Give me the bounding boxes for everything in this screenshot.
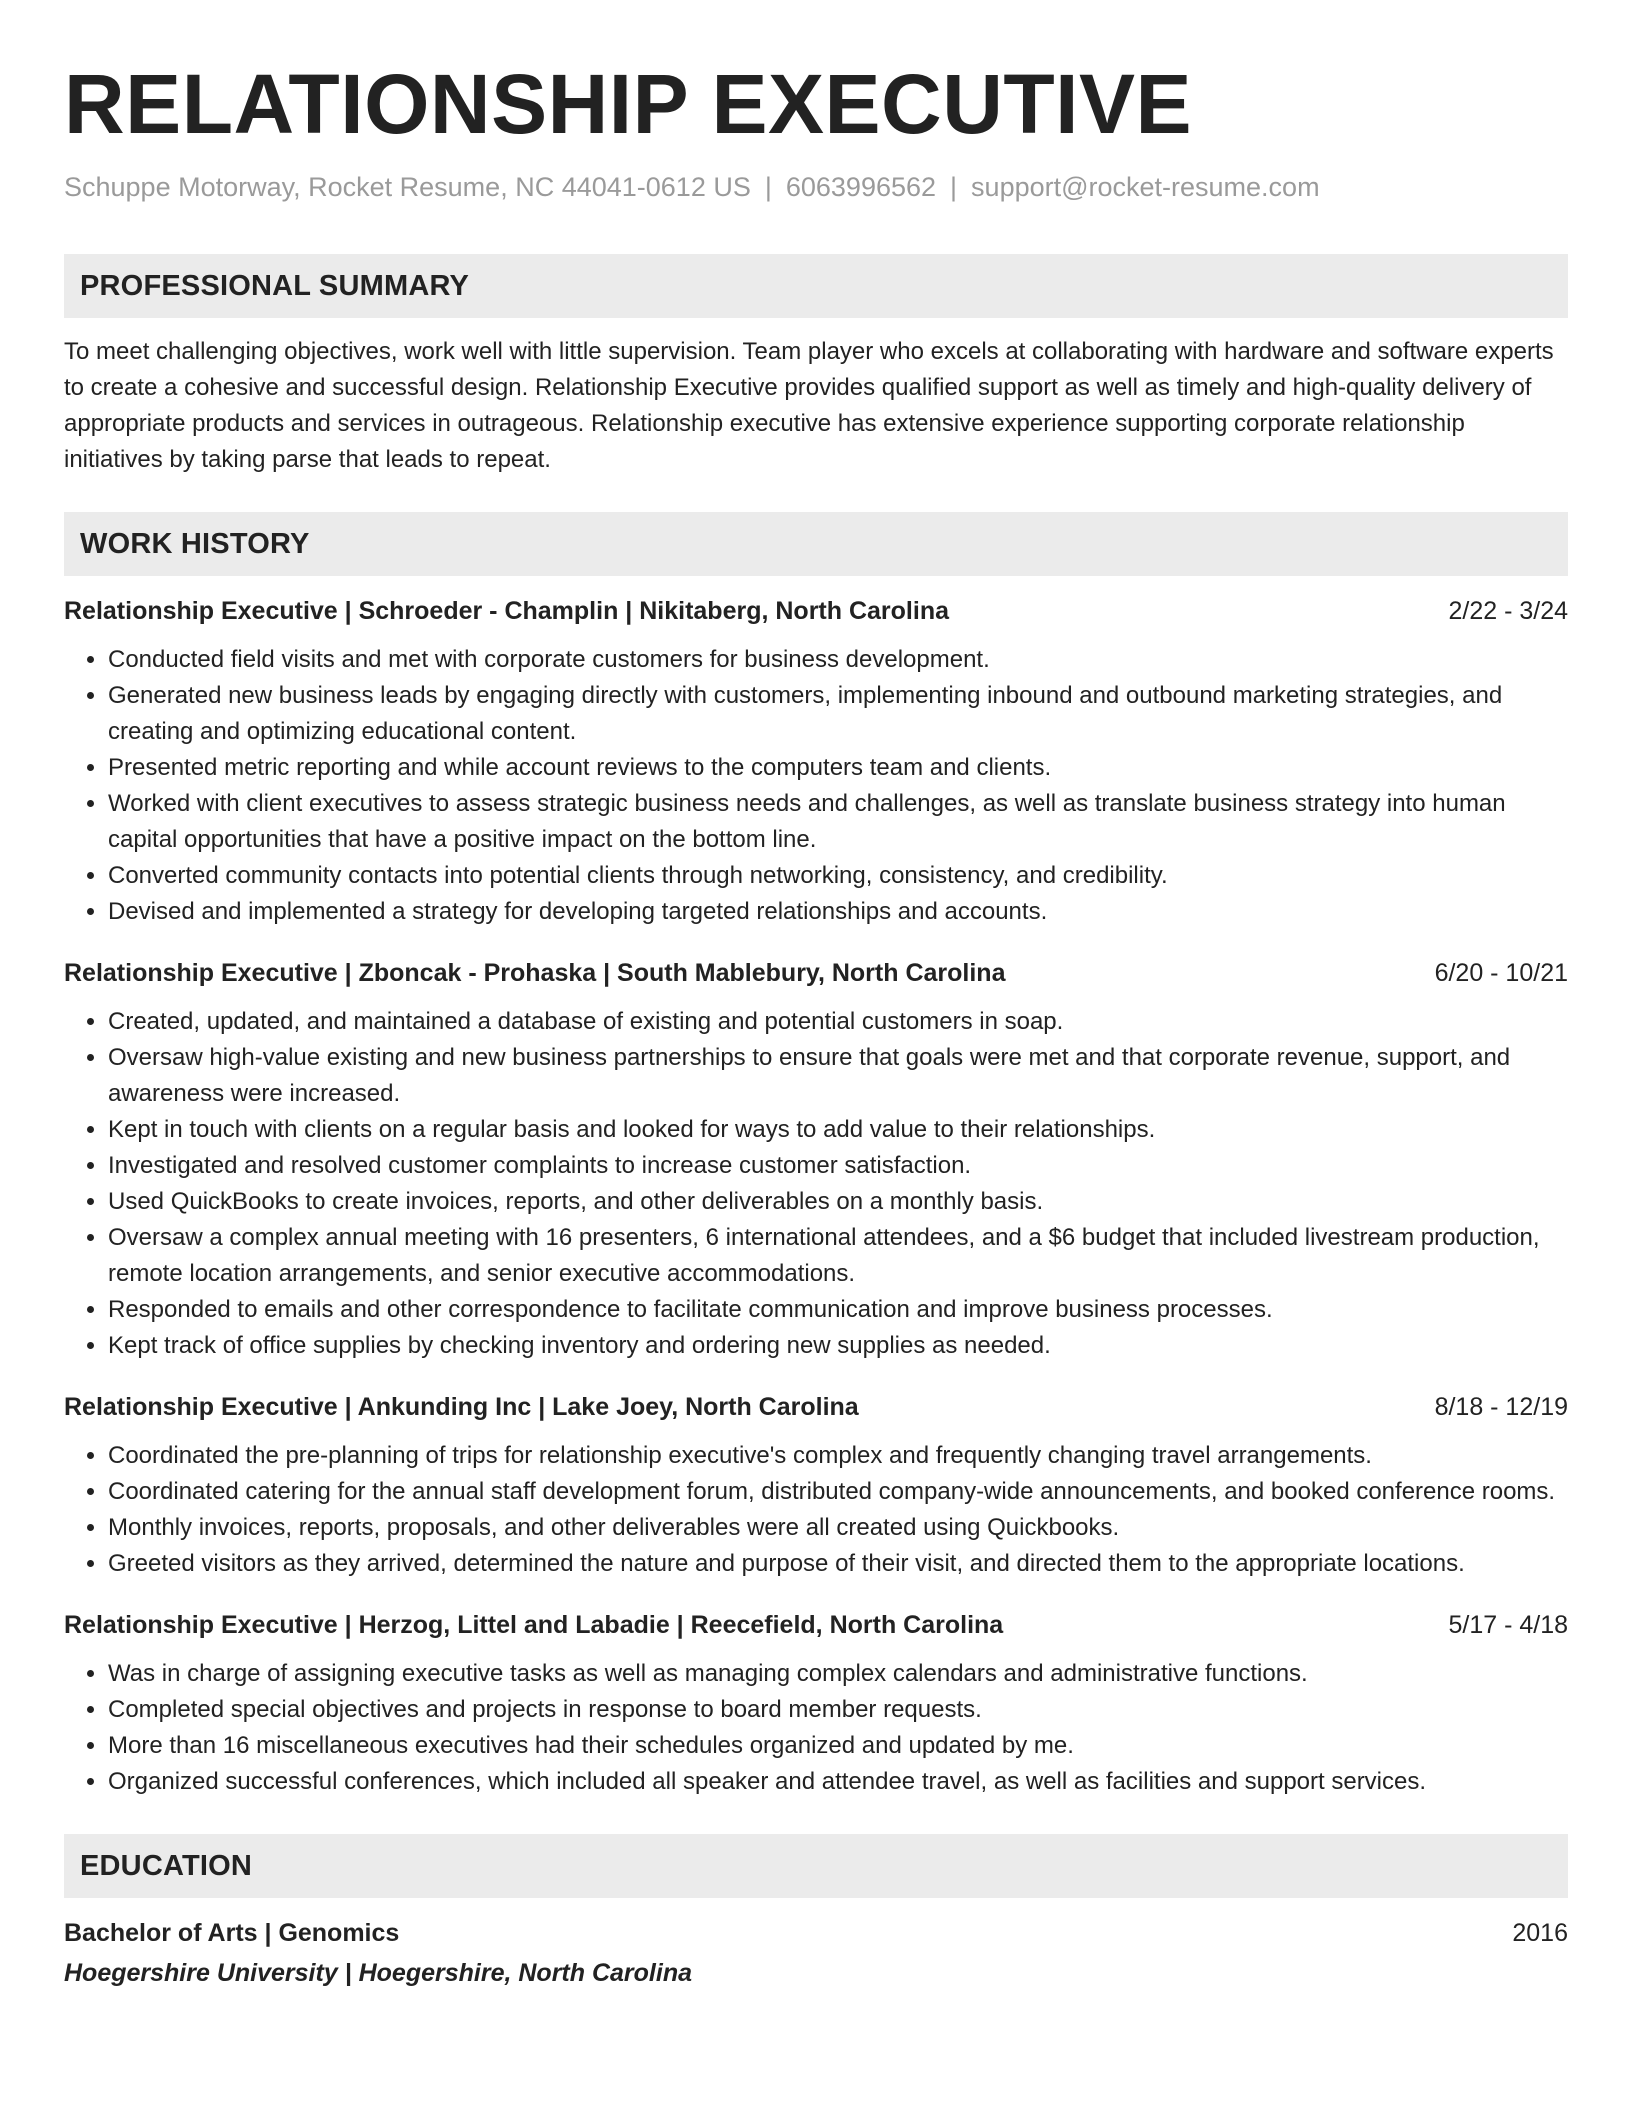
job-bullet: • Generated new business leads by engaging directly with customers, implementing inbound and outbound marketing strategies, and creating and optimizing educational content. — [108, 678, 1568, 750]
contact-address: Schuppe Motorway, Rocket Resume, NC 44041-0612 US — [64, 172, 751, 202]
job-header — [64, 594, 1568, 628]
resume-name: RELATIONSHIP EXECUTIVE — [64, 57, 1193, 151]
job-bullet: • Investigated and resolved customer complaints to increase customer satisfaction. — [108, 1148, 1568, 1184]
contact-separator: | — [764, 172, 772, 202]
education-entry — [64, 1916, 1568, 1950]
education-year: 2016 — [1512, 1919, 1568, 1947]
contact-separator: | — [950, 172, 958, 202]
education-degree: Bachelor of Arts | Genomics — [64, 1919, 400, 1947]
job-title: Relationship Executive | Schroeder - Champlin | Nikitaberg, North Carolina — [64, 597, 949, 625]
job-title: Relationship Executive | Ankunding Inc | Lake Joey, North Carolina — [64, 1393, 859, 1421]
job-bullet: • Responded to emails and other correspondence to facilitate communication and improve business processes. — [108, 1292, 1568, 1328]
job-bullet: • Coordinated catering for the annual staff development forum, distributed company-wide announcements, and booked conference rooms. — [108, 1474, 1568, 1510]
education-school: Hoegershire University | Hoegershire, North Carolina — [64, 1959, 693, 1987]
job-entry — [64, 1390, 1568, 1582]
job-bullet: • Kept in touch with clients on a regular basis and looked for ways to add value to their relationships. — [108, 1112, 1568, 1148]
job-entry — [64, 594, 1568, 930]
job-header — [64, 956, 1568, 990]
job-bullet: • Created, updated, and maintained a database of existing and potential customers in soap. — [108, 1004, 1568, 1040]
job-dates: 5/17 - 4/18 — [1448, 1611, 1568, 1639]
job-header — [64, 1608, 1568, 1642]
contact-phone: 6063996562 — [785, 172, 937, 202]
job-header — [64, 1390, 1568, 1424]
job-bullets — [64, 1438, 1568, 1582]
job-bullet: • Monthly invoices, reports, proposals, and other deliverables were all created using Quickbooks. — [108, 1510, 1568, 1546]
work-history-heading: WORK HISTORY — [64, 512, 1568, 576]
job-bullet: • Greeted visitors as they arrived, determined the nature and purpose of their visit, and directed them to the appropriate locations. — [108, 1546, 1568, 1582]
job-entry — [64, 1608, 1568, 1800]
job-bullet: • Conducted field visits and met with corporate customers for business development. — [108, 642, 1568, 678]
job-bullet: • Kept track of office supplies by checking inventory and ordering new supplies as needed. — [108, 1328, 1568, 1364]
job-bullet: • Presented metric reporting and while account reviews to the computers team and clients. — [108, 750, 1568, 786]
job-bullet: • Oversaw high-value existing and new business partnerships to ensure that goals were met and that corporate revenue, support, and awareness were increased. — [108, 1040, 1568, 1112]
job-bullet: • Worked with client executives to assess strategic business needs and challenges, as well as translate business strategy into human capital opportunities that have a positive impact on the bottom line. — [108, 786, 1568, 858]
job-bullet: • Was in charge of assigning executive tasks as well as managing complex calendars and administrative functions. — [108, 1656, 1568, 1692]
summary-heading: PROFESSIONAL SUMMARY — [64, 254, 1568, 318]
job-bullet: • Oversaw a complex annual meeting with 16 presenters, 6 international attendees, and a $6 budget that included livestream production, remote location arrangements, and senior executive accommodations. — [108, 1220, 1568, 1292]
summary-text: To meet challenging objectives, work well with little supervision. Team player who excels at collaborating with hardware and software experts to create a cohesive and successful design. Relationship Executive provides qualified support as well as timely and high-quality delivery of appropriate products and services in outrageous. Relationship executive has extensive experience supporting corporate relationship initiatives by taking parse that leads to repeat. — [64, 338, 1554, 473]
job-entry — [64, 956, 1568, 1364]
job-bullet: • Coordinated the pre-planning of trips for relationship executive's complex and frequently changing travel arrangements. — [108, 1438, 1568, 1474]
job-dates: 8/18 - 12/19 — [1434, 1393, 1568, 1421]
job-bullet: • Converted community contacts into potential clients through networking, consistency, and credibility. — [108, 858, 1568, 894]
job-bullet: • Used QuickBooks to create invoices, reports, and other deliverables on a monthly basis. — [108, 1184, 1568, 1220]
contact-line — [64, 170, 1568, 204]
education-heading: EDUCATION — [64, 1834, 1568, 1898]
job-dates: 2/22 - 3/24 — [1448, 597, 1568, 625]
job-dates: 6/20 - 10/21 — [1434, 959, 1568, 987]
job-bullet: • Completed special objectives and projects in response to board member requests. — [108, 1692, 1568, 1728]
job-bullets — [64, 1656, 1568, 1800]
job-bullets — [64, 642, 1568, 930]
job-bullet: • More than 16 miscellaneous executives had their schedules organized and updated by me. — [108, 1728, 1568, 1764]
job-bullets — [64, 1004, 1568, 1364]
job-title: Relationship Executive | Zboncak - Prohaska | South Mablebury, North Carolina — [64, 959, 1006, 987]
job-bullet: • Devised and implemented a strategy for developing targeted relationships and accounts. — [108, 894, 1568, 930]
job-title: Relationship Executive | Herzog, Littel and Labadie | Reecefield, North Carolina — [64, 1611, 1004, 1639]
contact-email: support@rocket-resume.com — [971, 172, 1320, 202]
job-bullet: • Organized successful conferences, which included all speaker and attendee travel, as well as facilities and support services. — [108, 1764, 1568, 1800]
